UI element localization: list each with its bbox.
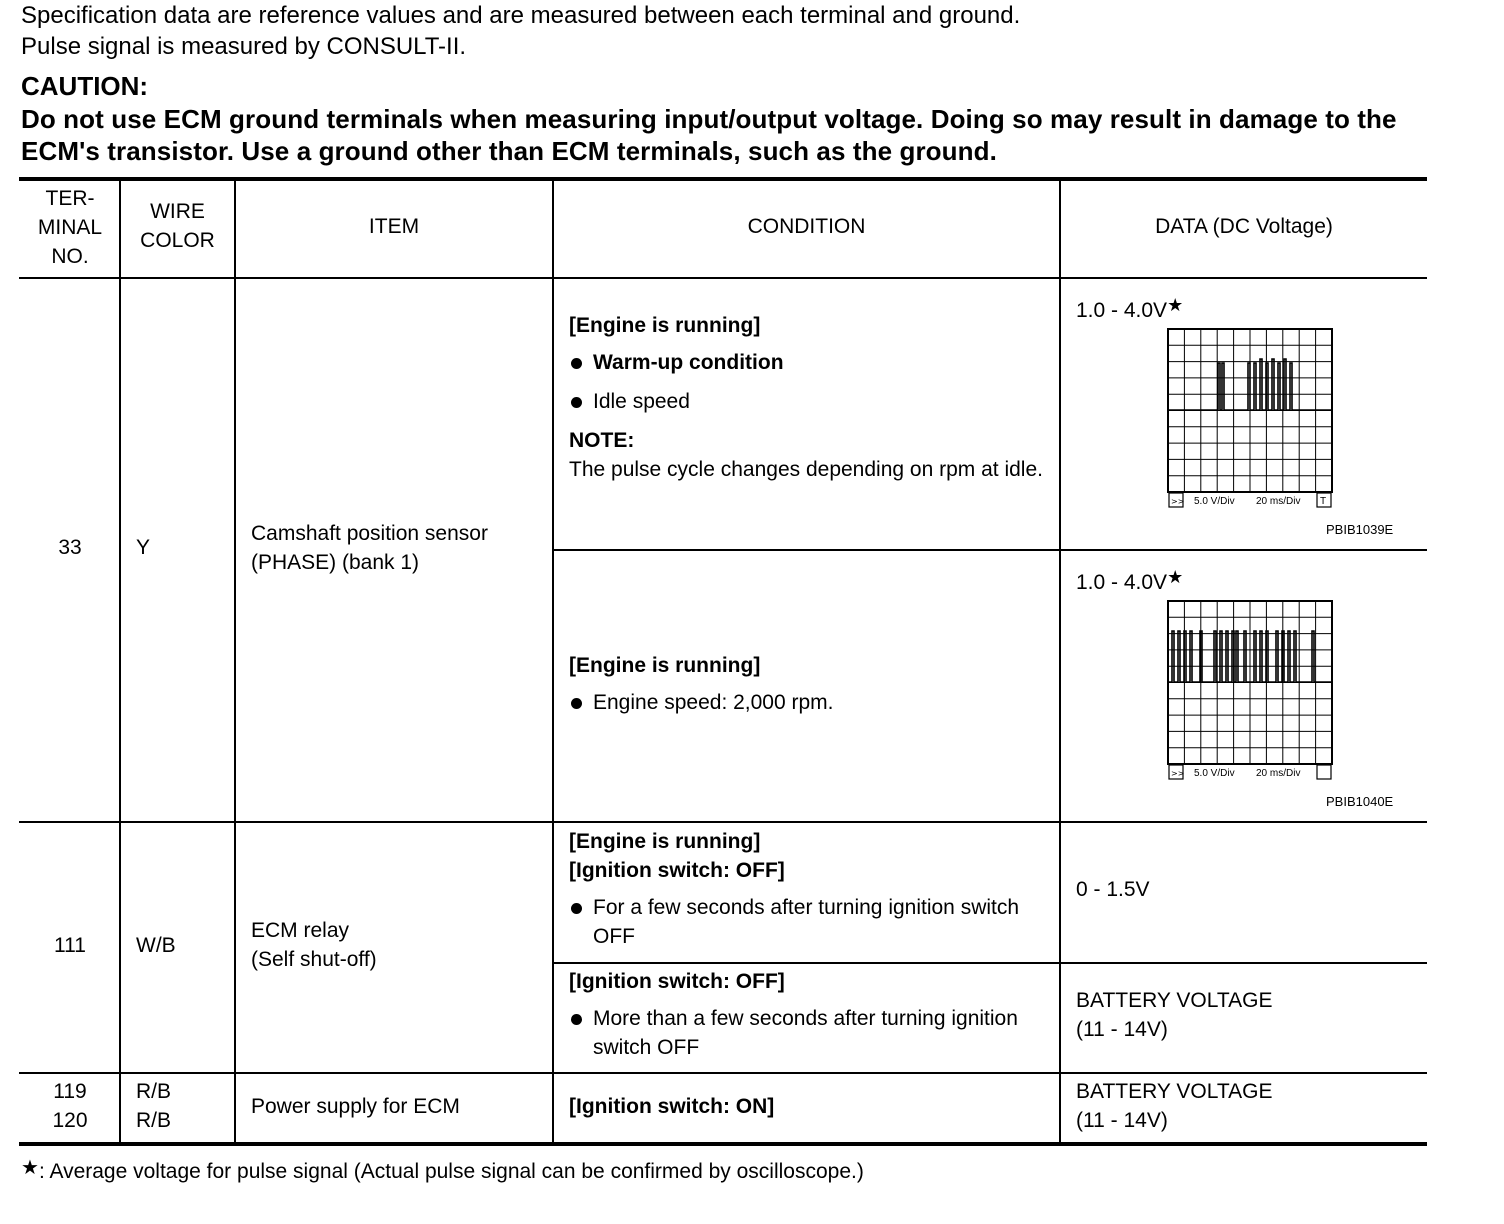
row1-wire-color: Y (136, 536, 151, 559)
row2-cond-a-heading2: [Ignition switch: OFF] (569, 859, 785, 882)
row1-data-a-value (1076, 291, 1183, 325)
row1-cond-a-note-title: NOTE: (569, 429, 635, 452)
intro-line-1: Specification data are reference values and are measured between each terminal and ground. (21, 2, 1021, 29)
oscilloscope-waveform-idle (1166, 327, 1334, 509)
header-data: DATA (DC Voltage) (1155, 215, 1333, 238)
row3-data-line1: BATTERY VOLTAGE (1076, 1080, 1273, 1103)
row3-data (1076, 1077, 1272, 1135)
row2-data-b-line2: (11 - 14V) (1076, 1018, 1168, 1041)
row3-condition: [Ignition switch: ON] (569, 1095, 775, 1118)
row1-cond-a-bullet2: Idle speed (569, 387, 1049, 416)
row2-data-b (1076, 986, 1272, 1044)
scope-run-icon: >> (1171, 497, 1185, 506)
star-icon: ★ (21, 1157, 39, 1179)
header-wire-color (121, 197, 234, 255)
header-condition: CONDITION (747, 215, 866, 238)
row3-wire-2: R/B (136, 1109, 172, 1132)
intro-line-2: Pulse signal is measured by CONSULT-II. (21, 33, 467, 60)
row1-cond-b-bullet1: Engine speed: 2,000 rpm. (569, 688, 1049, 717)
row2-cond-b-heading: [Ignition switch: OFF] (569, 970, 785, 993)
header-wire-line2: COLOR (140, 229, 215, 252)
scope-scale-time: 20 ms/Div (1256, 768, 1301, 779)
row2-item-line1: ECM relay (251, 919, 350, 942)
row1-figure-caption-a: PBIB1039E (1326, 522, 1394, 537)
header-terminal-line1: TER- (45, 187, 95, 210)
row2-item-line2: (Self shut-off) (251, 948, 377, 971)
table-top-rule (19, 177, 1427, 181)
row1-cond-a-bullet1: Warm-up condition (569, 348, 1049, 377)
star-icon: ★ (1167, 567, 1184, 587)
row3-data-line2: (11 - 14V) (1076, 1109, 1168, 1132)
row1-split-divider (553, 549, 1427, 551)
row1-cond-a-note: The pulse cycle changes depending on rpm at idle. (569, 458, 1043, 481)
row1-data-b-value (1076, 563, 1183, 597)
col-divider-3 (552, 180, 554, 1143)
header-item: ITEM (368, 215, 420, 238)
row3-terminal (21, 1077, 119, 1135)
header-wire-line1: WIRE (150, 200, 205, 223)
row2-data-b-line1: BATTERY VOLTAGE (1076, 989, 1273, 1012)
oscilloscope-waveform-2000rpm (1166, 599, 1334, 781)
row1-item (251, 519, 488, 577)
table-bottom-rule (19, 1142, 1427, 1146)
caution-text: Do not use ECM ground terminals when measuring input/output voltage. Doing so may result in damage to the ECM's transistor. Use a ground other than ECM terminals, such as the ground. (21, 104, 1397, 166)
intro-text (21, 0, 1020, 62)
row1-cond-a-heading: [Engine is running] (569, 314, 761, 337)
col-divider-1 (119, 180, 121, 1143)
row1-item-line2: (PHASE) (bank 1) (251, 551, 420, 574)
header-divider (19, 277, 1427, 279)
row2-terminal: 111 (54, 934, 86, 957)
row1-item-line1: Camshaft position sensor (251, 522, 488, 545)
row1-figure-caption-b: PBIB1040E (1326, 794, 1394, 809)
row1-cond-b-heading: [Engine is running] (569, 654, 761, 677)
row3-terminal-120: 120 (52, 1109, 88, 1132)
header-terminal-no (21, 184, 119, 271)
scope-trigger-icon: T (1320, 496, 1327, 507)
row2-data-a: 0 - 1.5V (1076, 878, 1150, 901)
row1-condition-b (569, 651, 1049, 717)
row1-terminal: 33 (58, 536, 82, 559)
row2-cond-a-bullet1: For a few seconds after turning ignition switch OFF (569, 893, 1039, 951)
row2-split-divider (553, 962, 1427, 964)
row2-cond-b-bullet1: More than a few seconds after turning ignition switch OFF (569, 1004, 1049, 1062)
scope-scale-voltage: 5.0 V/Div (1194, 768, 1235, 779)
row3-wire-1: R/B (136, 1080, 172, 1103)
row1-data-b-voltage: 1.0 - 4.0V (1076, 571, 1168, 594)
footnote (21, 1155, 864, 1184)
footnote-text: : Average voltage for pulse signal (Actual pulse signal can be confirmed by oscilloscope.) (38, 1160, 864, 1183)
col-divider-2 (234, 180, 236, 1143)
header-terminal-line2: MINAL (37, 216, 103, 239)
row1-data-a-voltage: 1.0 - 4.0V (1076, 299, 1168, 322)
row1-condition-a (569, 311, 1049, 484)
row2-wire-color: W/B (136, 934, 176, 957)
row2-cond-a-heading1: [Engine is running] (569, 830, 761, 853)
scope-run-icon: >> (1171, 769, 1185, 778)
row2-condition-a (569, 827, 1039, 951)
row3-wire-color (136, 1077, 171, 1135)
row3-terminal-119: 119 (53, 1080, 87, 1103)
star-icon: ★ (1167, 295, 1184, 315)
header-terminal-line3: NO. (51, 245, 89, 268)
row2-item (251, 916, 377, 974)
caution-title: CAUTION: (21, 71, 149, 101)
row2-condition-b (569, 967, 1049, 1062)
row3-item: Power supply for ECM (251, 1095, 460, 1118)
row1-divider (19, 821, 1427, 823)
scope-scale-time: 20 ms/Div (1256, 496, 1301, 507)
row2-divider (19, 1072, 1427, 1074)
col-divider-4 (1059, 180, 1061, 1143)
scope-scale-voltage: 5.0 V/Div (1194, 496, 1235, 507)
